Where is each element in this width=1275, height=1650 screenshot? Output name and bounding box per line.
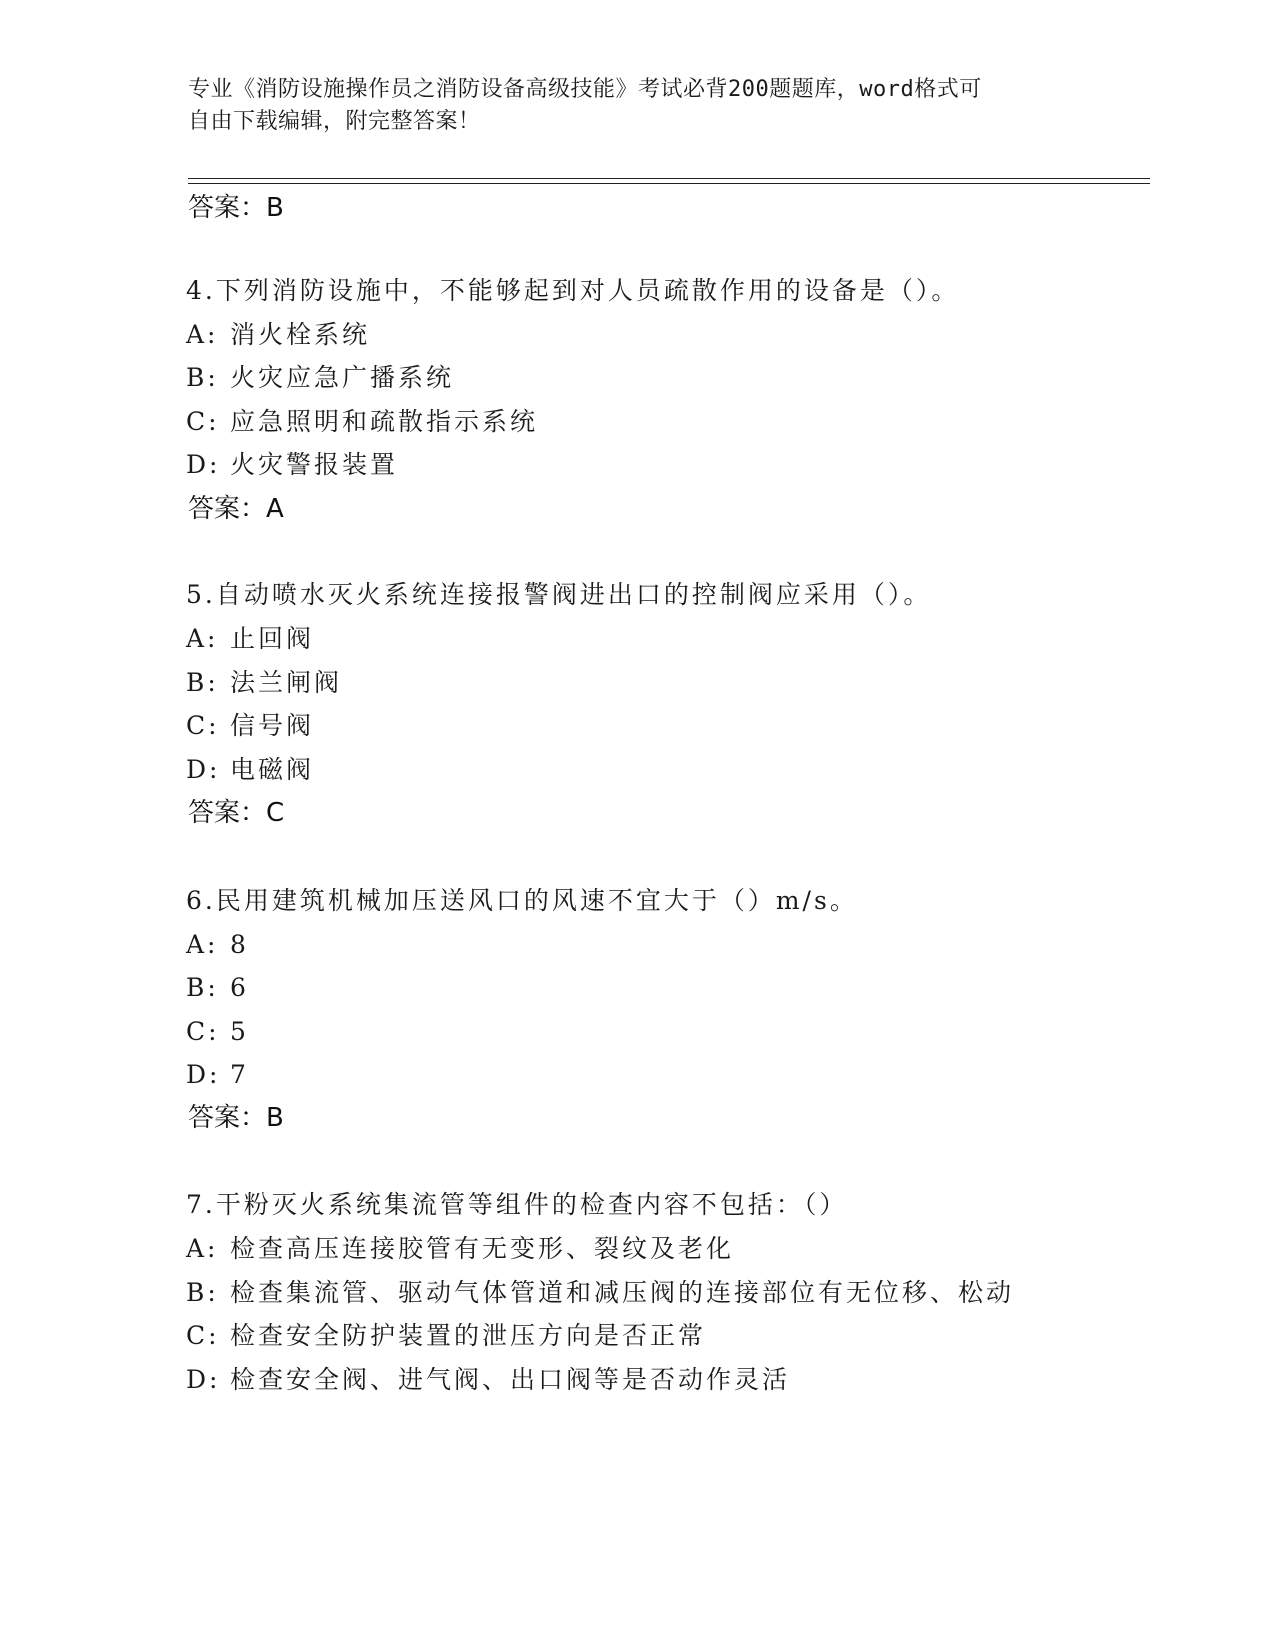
question-4-option-b — [186, 361, 454, 395]
question-4-option-d — [186, 448, 398, 482]
question-6-answer: 答案：B — [188, 1103, 284, 1133]
question-5-option-c — [186, 709, 314, 743]
option-text: 应急照明和疏散指示系统 — [230, 407, 539, 436]
option-key: C: — [186, 1017, 220, 1046]
option-text: 消火栓系统 — [230, 320, 371, 349]
option-key: D: — [186, 1365, 221, 1394]
question-6-stem: 6.民用建筑机械加压送风口的风速不宜大于（）m/s。 — [186, 886, 858, 915]
document-header — [188, 74, 1068, 138]
option-key: C: — [186, 407, 220, 436]
option-text: 检查安全防护装置的泄压方向是否正常 — [230, 1321, 707, 1350]
option-key: D: — [186, 450, 221, 479]
option-key: C: — [186, 1321, 220, 1350]
question-4-answer: 答案：A — [188, 494, 284, 524]
option-key: D: — [186, 1060, 221, 1089]
option-text: 7 — [230, 1060, 249, 1089]
question-6-option-b — [186, 971, 249, 1005]
option-key: A: — [186, 624, 219, 653]
option-key: C: — [186, 711, 220, 740]
option-key: B: — [186, 973, 219, 1002]
option-text: 检查集流管、驱动气体管道和减压阀的连接部位有无位移、松动 — [230, 1278, 1015, 1307]
question-6-option-c — [186, 1015, 249, 1049]
option-text: 火灾应急广播系统 — [230, 363, 455, 392]
option-text: 检查安全阀、进气阀、出口阀等是否动作灵活 — [230, 1365, 791, 1394]
option-key: A: — [186, 1234, 219, 1263]
question-4-stem: 4.下列消防设施中，不能够起到对人员疏散作用的设备是（）。 — [186, 276, 960, 305]
question-7-stem: 7.干粉灭火系统集流管等组件的检查内容不包括：（） — [186, 1190, 848, 1219]
option-key: A: — [186, 320, 219, 349]
question-7-option-a — [186, 1232, 734, 1266]
question-4-option-a — [186, 318, 370, 352]
question-5-answer: 答案：C — [188, 798, 285, 828]
option-text: 火灾警报装置 — [230, 450, 399, 479]
header-line-1: 专业《消防设施操作员之消防设备高级技能》考试必背200题题库，word格式可 — [188, 77, 982, 102]
question-7-option-c — [186, 1319, 706, 1353]
option-text: 5 — [230, 1017, 249, 1046]
question-5-option-a — [186, 622, 314, 656]
option-text: 6 — [230, 973, 249, 1002]
question-4-option-c — [186, 405, 538, 439]
option-key: B: — [186, 668, 219, 697]
option-text: 信号阀 — [230, 711, 315, 740]
option-text: 检查高压连接胶管有无变形、裂纹及老化 — [230, 1234, 735, 1263]
question-7-option-b — [186, 1276, 1014, 1310]
option-key: A: — [186, 930, 219, 959]
option-text: 法兰闸阀 — [230, 668, 343, 697]
option-text: 止回阀 — [230, 624, 315, 653]
question-5-stem: 5.自动喷水灭火系统连接报警阀进出口的控制阀应采用（）。 — [186, 580, 932, 609]
question-6-option-d — [186, 1058, 249, 1092]
option-key: B: — [186, 1278, 219, 1307]
question-6-option-a — [186, 928, 249, 962]
header-line-2: 自由下载编辑，附完整答案！ — [188, 109, 481, 134]
header-divider-top — [188, 178, 1150, 179]
question-7-option-d — [186, 1363, 790, 1397]
header-divider-bottom — [188, 183, 1150, 184]
question-5-option-b — [186, 666, 342, 700]
option-key: B: — [186, 363, 219, 392]
answer-line-q3: 答案：B — [188, 193, 284, 223]
option-key: D: — [186, 755, 221, 784]
option-text: 8 — [230, 930, 249, 959]
option-text: 电磁阀 — [230, 755, 315, 784]
question-5-option-d — [186, 753, 314, 787]
